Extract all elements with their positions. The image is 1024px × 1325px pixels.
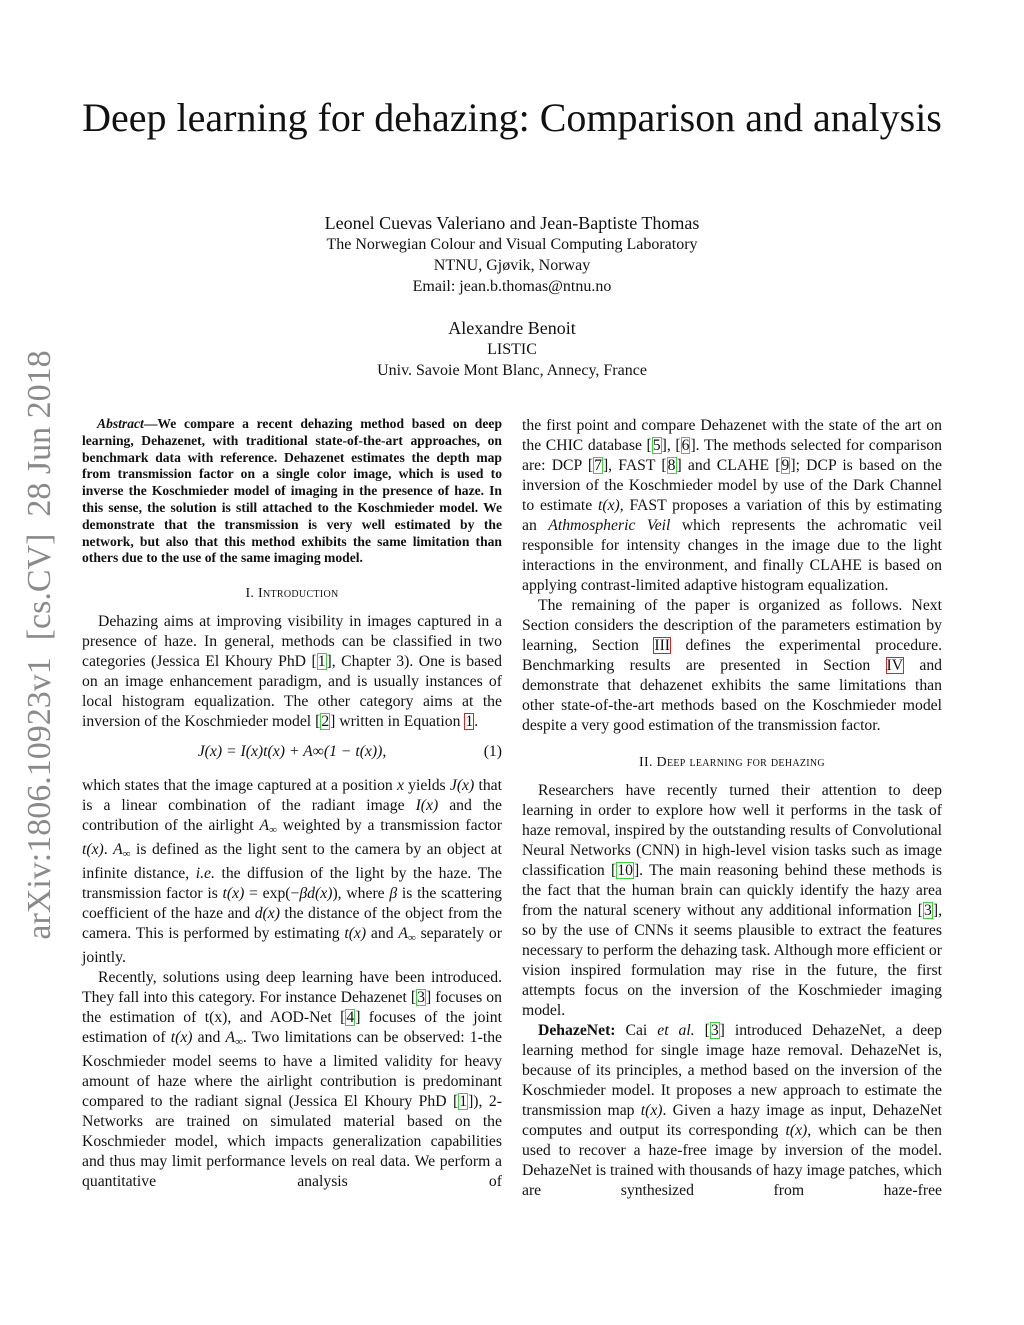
citation-link[interactable]: 4	[346, 1009, 355, 1027]
math-inline: βd(x)	[299, 885, 333, 903]
abstract-label: Abstract	[97, 416, 144, 431]
text-run: and the contribution of the airlight	[82, 797, 502, 835]
text-run: that is a linear combination of the radiant image	[82, 777, 502, 815]
math-inline: A	[113, 841, 123, 859]
math-inline: A	[398, 925, 408, 943]
text-run: ]. The main reasoning behind these methods is the fact that the human brain can quickly identify the hazy area from the natural scenery without any additional information [	[522, 862, 942, 919]
section-heading-introduction: I. Introduction	[245, 586, 339, 602]
text-run: ], [	[661, 437, 681, 454]
text-run: , which can be then used to recover a haze-free image by inversion of the model. DehazeNet is trained with thousands of hazy image patches, which are synthesized from haze-free	[522, 1122, 942, 1199]
text-run: and	[366, 925, 399, 943]
text-run: ] introduced DehazeNet, a deep learning method for single image haze removal. DehazeNet is, because of its principles, a method based on the inversion of the Koschmieder model. It proposes a new approach to estimate the transmission map	[522, 1022, 942, 1119]
italic-text: i.e.	[195, 865, 215, 883]
math-inline: t(x)	[344, 925, 367, 943]
author-names-2: Alexandre Benoit	[448, 318, 576, 338]
text-run: ], FAST [	[602, 457, 667, 474]
math-inline: x	[397, 777, 404, 795]
math-inline: A	[259, 817, 270, 835]
author-names-1: Leonel Cuevas Valeriano and Jean-Baptiste Thomas	[324, 213, 700, 233]
paragraph	[82, 612, 502, 732]
text-run: defines the experimental procedure. Benchmarking results are presented in Section	[522, 637, 942, 674]
text-run: the distance of the object from the camera. This is performed by estimating	[82, 905, 502, 943]
text-run: ] written in Equation	[330, 713, 465, 731]
text-run: which states that the image captured at a position	[82, 777, 397, 795]
text-run: and demonstrate that dehazenet exhibits the same limitations than other state-of-the-art methods based on the Koschmieder model despite a very good estimation of the transmission factor.	[522, 657, 943, 734]
abstract	[82, 416, 502, 567]
math-inline: J(x)	[449, 777, 475, 795]
citation-link[interactable]: 5	[652, 437, 661, 454]
citation-link[interactable]: 3	[417, 989, 425, 1007]
text-run: . Two limitations can be observed: 1-the Koschmieder model seems to have a limited validity for heavy amount of haze where the airlight contribution is predominant compared to the radiant signal (Jessica El Khoury PhD [	[82, 1029, 502, 1111]
cross-reference-link[interactable]: III	[654, 637, 671, 654]
author-email: Email: jean.b.thomas@ntnu.no	[412, 278, 612, 295]
math-inline: t(x)	[222, 885, 245, 903]
text-run: .	[103, 841, 114, 859]
text-run: ] focuses on the estimation of t(x), and AOD-Net [	[82, 989, 502, 1027]
bold-text: DehazeNet:	[538, 1022, 616, 1039]
text-run: Researchers have recently turned their attention to deep learning in order to explore how well it performs in the task of haze removal, inspired by the outstanding results of Convolutional Neural Networks (CNN) in high-level vision tasks such as image classification [	[522, 782, 942, 879]
text-run: [	[694, 1022, 710, 1039]
cross-reference-link[interactable]: IV	[886, 657, 904, 674]
text-run: = exp(−	[244, 885, 300, 903]
text-run: . Given a hazy image as input, DehazeNet computes and output its corresponding	[522, 1102, 942, 1139]
right-column	[522, 416, 942, 1201]
text-run: yields	[403, 777, 450, 795]
affiliation-2-line-2: Univ. Savoie Mont Blanc, Annecy, France	[377, 362, 647, 379]
paper-title: Deep learning for dehazing: Comparison and analysis	[82, 95, 942, 140]
text-run: weighted by a transmission factor	[276, 817, 502, 835]
text-run: and	[192, 1029, 226, 1047]
citation-link[interactable]: 3	[924, 902, 932, 919]
text-run: ]. The methods selected for comparison are: DCP [	[522, 437, 942, 474]
math-inline: t(x)	[82, 841, 104, 859]
equation-1	[82, 742, 502, 764]
affiliation-1-line-2: NTNU, Gjøvik, Norway	[433, 257, 591, 274]
math-inline: t(x)	[170, 1029, 193, 1047]
text-run: the first point and compare Dehazenet with the state of the art on the CHIC database [	[522, 417, 942, 454]
left-column	[82, 416, 502, 1192]
math-subscript: ∞	[235, 1036, 243, 1049]
citation-link[interactable]: 1	[459, 1093, 468, 1111]
citation-link[interactable]: 9	[781, 457, 790, 474]
text-run: Cai	[615, 1022, 658, 1039]
text-run: .	[474, 713, 479, 731]
text-run: the diffusion of the light by the haze. The transmission factor is	[82, 865, 502, 903]
text-run: ] focuses of the joint estimation of	[82, 1009, 502, 1047]
text-run: Recently, solutions using deep learning have been introduced. They fall into this category. For instance Dehazenet [	[82, 969, 502, 1007]
section-heading-deep-learning: II. Deep learning for dehazing	[639, 755, 825, 770]
equation-text: J(x) = I(x)t(x) + A∞(1 − t(x)),	[197, 743, 387, 761]
paragraph	[522, 596, 942, 736]
math-subscript: ∞	[269, 824, 277, 837]
text-run: separately or jointly.	[82, 925, 502, 967]
math-inline: A	[225, 1029, 236, 1047]
paragraph	[82, 776, 502, 968]
text-run: which represents the achromatic veil responsible for intensity changes in the image due to the light interactions in the environment, and finally CLAHE is based on applying contrast-limited adaptive histogram equalization.	[522, 517, 942, 594]
math-inline: t(x)	[785, 1122, 808, 1139]
text-run: , FAST proposes a variation of this by estimating an	[522, 497, 942, 534]
text-run: ], so by the use of CNNs it seems plausible to extract the features necessary to perform the dehazing task. Although more efficient or vision inspired formulation may rise in the future, the first attempts focus on the inversion of the Koschmieder imaging model.	[522, 902, 942, 1019]
italic-text: Athmospheric Veil	[548, 517, 671, 534]
citation-link[interactable]: 2	[321, 713, 330, 731]
text-run: ]), 2-Networks are trained on simulated material based on the Koschmieder model, which impacts generalization capabilities and thus may limit performance levels on real data. We perform a quantitative analysis of	[82, 1093, 502, 1191]
math-inline: d(x)	[254, 905, 280, 923]
text-run: ] and CLAHE [	[676, 457, 781, 474]
citation-link[interactable]: 1	[317, 653, 326, 671]
text-run: ), where	[332, 885, 390, 903]
affiliation-1-line-1: The Norwegian Colour and Visual Computing Laboratory	[326, 236, 698, 253]
citation-link[interactable]: 7	[594, 457, 602, 474]
citation-link[interactable]: 3	[710, 1022, 719, 1039]
text-run: is the scattering coefficient of the haze and	[82, 885, 503, 923]
text-run: Dehazing aims at improving visibility in images captured in a presence of haze. In general, methods can be classified in two categories (Jessica El Khoury PhD [	[82, 613, 502, 671]
author-block	[0, 212, 1024, 381]
math-inline: I(x)	[415, 797, 439, 815]
paragraph	[82, 968, 502, 1192]
cross-reference-link[interactable]: 1	[465, 713, 474, 731]
affiliation-2-line-1: LISTIC	[487, 341, 537, 358]
text-run: ], Chapter 3). One is based on an image enhancement paradigm, and is usually instances of local histogram equalization. The other category aims at the inversion of the Koschmieder model [	[82, 653, 502, 731]
italic-text: et al.	[657, 1022, 695, 1039]
arxiv-stamp: arXiv:1806.10923v1 [cs.CV] 28 Jun 2018	[21, 350, 58, 940]
citation-link[interactable]: 8	[667, 457, 676, 474]
math-subscript: ∞	[122, 848, 131, 861]
equation-number: (1)	[483, 743, 502, 761]
text-run: is defined as the light sent to the camera by an object at infinite distance,	[82, 841, 503, 883]
abstract-text: —We compare a recent dehazing method based on deep learning, Dehazenet, with traditional state-of-the-art approaches, on benchmark data with reference. Dehazenet estimates the depth map from transmission factor on a single color image, which is used to inverse the Koschmieder model of imaging in the presence of haze. In this sense, the solution is still attached to the Koschmieder model. We demonstrate that the transmission is very well estimated by the network, but also that this method exhibits the same limitation than others due to the use of the same imaging model.	[82, 416, 502, 566]
math-inline: β	[389, 885, 398, 903]
math-inline: t(x)	[598, 497, 620, 514]
paragraph	[522, 781, 942, 1021]
citation-link[interactable]: 6	[681, 437, 690, 454]
math-inline: t(x)	[640, 1102, 663, 1119]
paragraph	[522, 416, 942, 596]
paragraph	[522, 1021, 942, 1201]
citation-link[interactable]: 10	[617, 862, 633, 879]
text-run: The remaining of the paper is organized as follows. Next Section considers the description of the parameters estimation by learning, Section	[522, 597, 942, 654]
text-run: ]; DCP is based on the inversion of the Koschmieder model by use of the Dark Channel to estimate	[522, 457, 942, 514]
math-subscript: ∞	[407, 932, 416, 945]
